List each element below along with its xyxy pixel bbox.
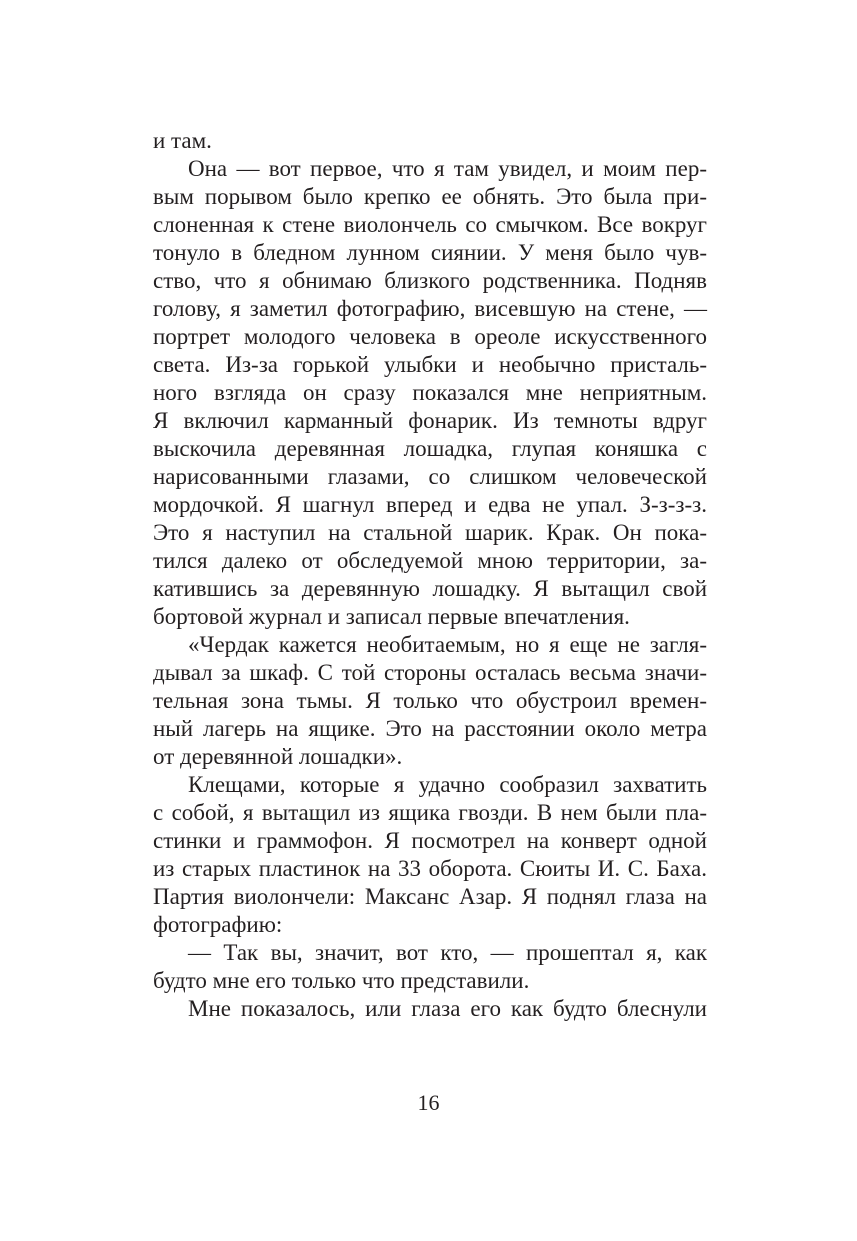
text-line: Это я наступил на стальной шарик. Крак. Он пока- <box>153 520 707 545</box>
text-line: из старых пластинок на 33 оборота. Сюиты И. С. Баха. <box>153 856 707 881</box>
text-line: вым порывом было крепко ее обнять. Это была при- <box>153 184 707 209</box>
text-line: ный лагерь на ящике. Это на расстоянии около метра <box>153 716 707 741</box>
text-line: тельная зона тьмы. Я только что обустроил времен- <box>153 688 707 713</box>
text-line: с собой, я вытащил из ящика гвозди. В нем были пла- <box>153 800 707 825</box>
text-line: от деревянной лошадки». <box>153 744 403 769</box>
text-line: катившись за деревянную лошадку. Я вытащил свой <box>153 576 707 601</box>
text-line: нарисованными глазами, со слишком человеческой <box>153 464 707 489</box>
text-line: выскочила деревянная лошадка, глупая коняшка с <box>153 436 707 461</box>
text-line: Она — вот первое, что я там увидел, и моим пер- <box>188 156 707 181</box>
text-line: слоненная к стене виолончель со смычком. Все вокруг <box>153 212 707 237</box>
text-line: бортовой журнал и записал первые впечатления. <box>153 604 630 629</box>
text-line: тился далеко от обследуемой мною территории, за- <box>153 548 707 573</box>
text-line: портрет молодого человека в ореоле искусственного <box>153 324 707 349</box>
text-line: ство, что я обнимаю близкого родственника. Подняв <box>153 268 707 293</box>
text-line: ного взгляда он сразу показался мне неприятным. <box>153 380 707 405</box>
text-line: стинки и граммофон. Я посмотрел на конверт одной <box>153 828 707 853</box>
text-line: тонуло в бледном лунном сиянии. У меня было чув- <box>153 240 707 265</box>
text-line: света. Из-за горькой улыбки и необычно присталь- <box>153 352 707 377</box>
text-line: Партия виолончели: Максанс Азар. Я поднял глаза на <box>153 884 707 909</box>
text-line: дывал за шкаф. С той стороны осталась весьма значи- <box>153 660 707 685</box>
text-line: — Так вы, значит, вот кто, — прошептал я, как <box>188 940 707 965</box>
page-number: 16 <box>417 1090 440 1115</box>
text-line: и там. <box>153 128 212 153</box>
text-line: будто мне его только что представили. <box>153 968 530 993</box>
text-line: мордочкой. Я шагнул вперед и едва не упал. З-з-з-з. <box>153 492 707 517</box>
text-line: Клещами, которые я удачно сообразил захватить <box>188 772 707 797</box>
text-line: «Чердак кажется необитаемым, но я еще не загля- <box>188 632 707 657</box>
text-line: Я включил карманный фонарик. Из темноты вдруг <box>153 408 707 433</box>
book-page-text <box>153 127 707 1023</box>
text-line: фотографию: <box>153 912 283 937</box>
text-line: голову, я заметил фотографию, висевшую на стене, — <box>153 296 707 321</box>
text-line: Мне показалось, или глаза его как будто блеснули <box>188 996 707 1021</box>
